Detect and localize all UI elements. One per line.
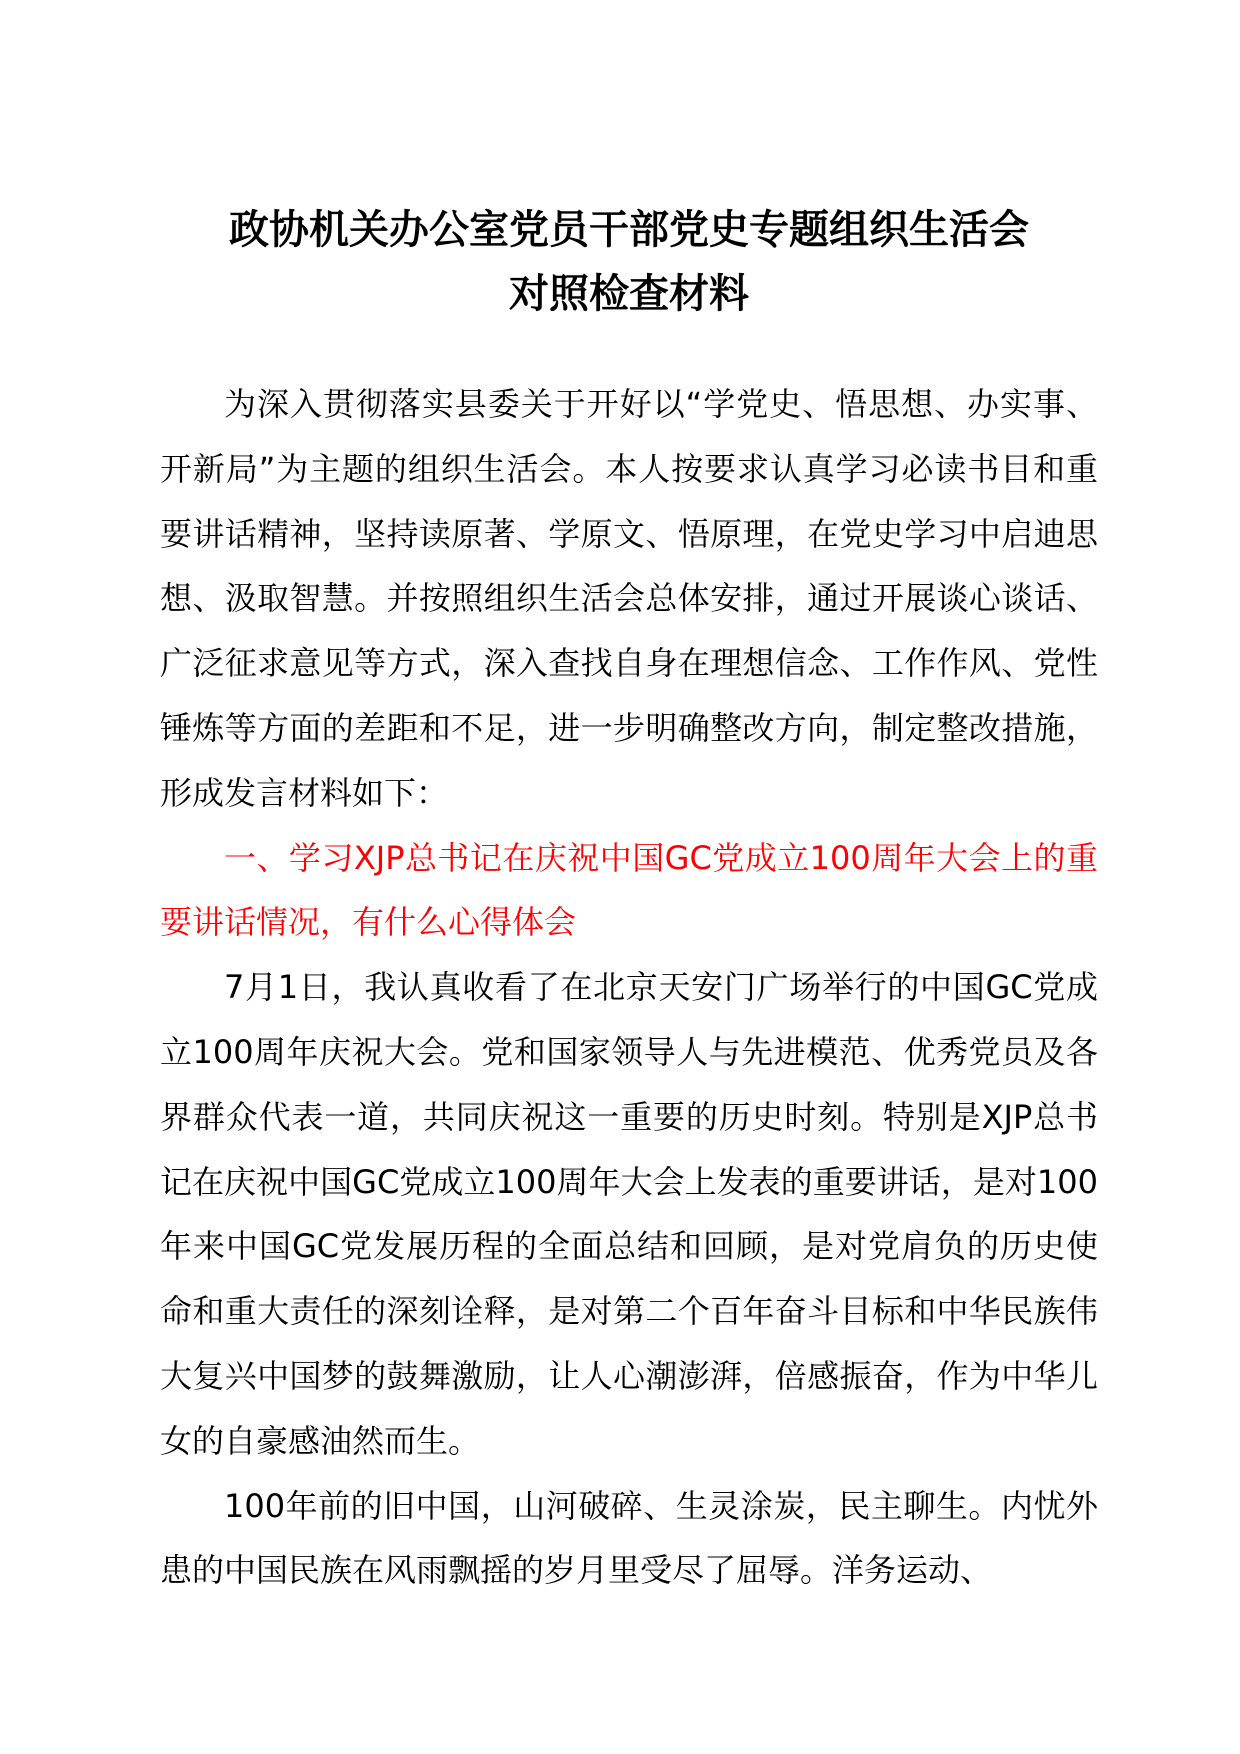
body-paragraph-2: 100年前的旧中国，山河破碎、生灵涂炭，民主聊生。内忧外患的中国民族在风雨飘摇的岁月里受尽了屈辱。洋务运动、 xyxy=(160,1486,1098,1590)
title-line-1: 政协机关办公室党员干部党史专题组织生活会 xyxy=(229,207,1029,253)
document-title xyxy=(160,198,1098,326)
intro-paragraph: 为深入贯彻落实县委关于开好以“学党史、悟思想、办实事、开新局”为主题的组织生活会。本人按要求认真学习必读书目和重要讲话精神，坚持读原著、学原文、悟原理，在党史学习中启迪思想、汲取智慧。并按照组织生活会总体安排，通过开展谈心谈话、广泛征求意见等方式，深入查找自身在理想信念、工作作风、党性锤炼等方面的差距和不足，进一步明确整改方向，制定整改措施，形成发言材料如下： xyxy=(160,385,1098,812)
title-line-2: 对照检查材料 xyxy=(509,271,749,317)
section-heading: 一、学习XJP总书记在庆祝中国GC党成立100周年大会上的重要讲话情况，有什么心得体会 xyxy=(160,838,1098,942)
body-paragraph-1: 7月1日，我认真收看了在北京天安门广场举行的中国GC党成立100周年庆祝大会。党和国家领导人与先进模范、优秀党员及各界群众代表一道，共同庆祝这一重要的历史时刻。特别是XJP总书记在庆祝中国GC党成立100周年大会上发表的重要讲话，是对100年来中国GC党发展历程的全面总结和回顾，是对党肩负的历史使命和重大责任的深刻诠释，是对第二个百年奋斗目标和中华民族伟大复兴中国梦的鼓舞激励，让人心潮澎湃，倍感振奋，作为中华儿女的自豪感油然而生。 xyxy=(160,968,1098,1460)
